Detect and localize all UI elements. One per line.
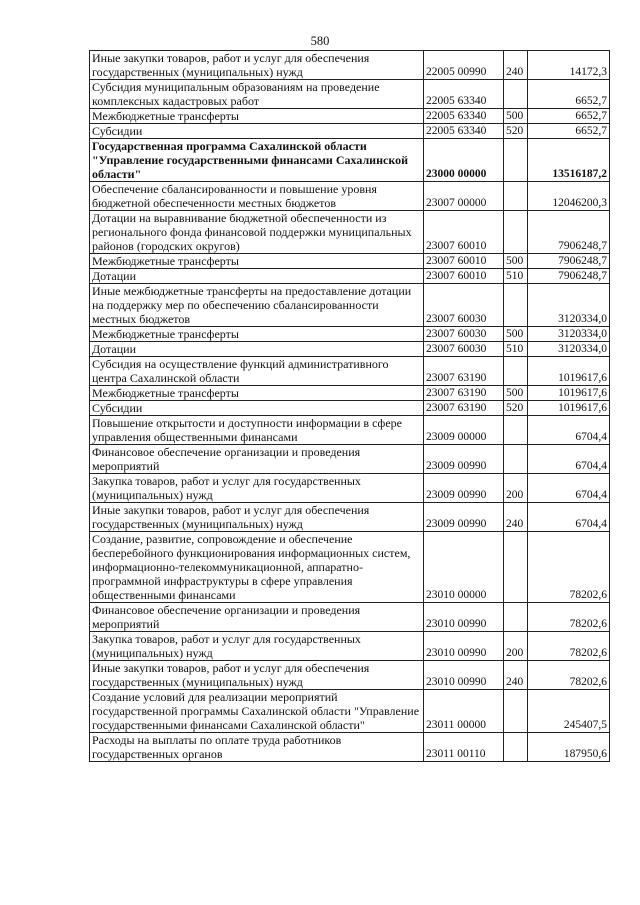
row-amount-cell: 6652,7 [528, 109, 610, 124]
row-code-cell: 23007 60030 [424, 342, 504, 357]
row-expense-type-cell: 520 [504, 124, 528, 139]
row-name-cell: Иные закупки товаров, работ и услуг для обеспечения государственных (муниципальных) нужд [90, 661, 424, 690]
row-code-cell: 22005 63340 [424, 80, 504, 109]
row-amount-cell: 3120334,0 [528, 327, 610, 342]
row-name-cell: Государственная программа Сахалинской области "Управление государственными финансами Сахалинской области" [90, 139, 424, 182]
row-code-cell: 23007 63190 [424, 401, 504, 416]
row-code-cell: 23010 00000 [424, 532, 504, 603]
row-expense-type-cell: 500 [504, 327, 528, 342]
row-expense-type-cell: 200 [504, 474, 528, 503]
row-name-cell: Дотации на выравнивание бюджетной обеспеченности из регионального фонда финансовой поддержки муниципальных районов (городских округов) [90, 211, 424, 254]
row-amount-cell: 78202,6 [528, 603, 610, 632]
row-name-cell: Дотации [90, 269, 424, 284]
row-name-cell: Финансовое обеспечение организации и проведения мероприятий [90, 445, 424, 474]
row-amount-cell: 6652,7 [528, 80, 610, 109]
row-name-cell: Закупка товаров, работ и услуг для государственных (муниципальных) нужд [90, 632, 424, 661]
row-amount-cell: 7906248,7 [528, 211, 610, 254]
row-expense-type-cell [504, 733, 528, 762]
table-row [90, 109, 610, 124]
row-name-cell: Субсидии [90, 124, 424, 139]
row-code-cell: 23009 00000 [424, 416, 504, 445]
row-code-cell: 23009 00990 [424, 503, 504, 532]
row-amount-cell: 6652,7 [528, 124, 610, 139]
table-row [90, 124, 610, 139]
row-amount-cell: 6704,4 [528, 474, 610, 503]
row-expense-type-cell: 240 [504, 51, 528, 80]
table-row [90, 327, 610, 342]
table-row [90, 733, 610, 762]
row-amount-cell: 1019617,6 [528, 386, 610, 401]
table-row [90, 690, 610, 733]
row-code-cell: 23007 60010 [424, 269, 504, 284]
row-amount-cell: 1019617,6 [528, 357, 610, 386]
row-expense-type-cell [504, 211, 528, 254]
row-name-cell: Обеспечение сбалансированности и повышение уровня бюджетной обеспеченности местных бюджетов [90, 182, 424, 211]
table-row [90, 357, 610, 386]
row-expense-type-cell: 500 [504, 386, 528, 401]
table-row [90, 445, 610, 474]
row-code-cell: 23007 60030 [424, 327, 504, 342]
row-code-cell: 23007 63190 [424, 386, 504, 401]
budget-table [89, 50, 610, 762]
table-row [90, 269, 610, 284]
table-row [90, 139, 610, 182]
table-row [90, 632, 610, 661]
row-expense-type-cell: 510 [504, 269, 528, 284]
row-amount-cell: 187950,6 [528, 733, 610, 762]
budget-table-body [90, 51, 610, 762]
row-code-cell: 23007 60010 [424, 211, 504, 254]
row-name-cell: Дотации [90, 342, 424, 357]
table-row [90, 80, 610, 109]
table-row [90, 51, 610, 80]
row-expense-type-cell [504, 357, 528, 386]
row-code-cell: 23007 60030 [424, 284, 504, 327]
row-name-cell: Субсидия на осуществление функций административного центра Сахалинской области [90, 357, 424, 386]
table-row [90, 401, 610, 416]
row-expense-type-cell [504, 690, 528, 733]
row-expense-type-cell: 500 [504, 254, 528, 269]
table-row [90, 416, 610, 445]
row-name-cell: Иные закупки товаров, работ и услуг для обеспечения государственных (муниципальных) нужд [90, 51, 424, 80]
row-expense-type-cell [504, 445, 528, 474]
row-expense-type-cell: 240 [504, 661, 528, 690]
row-expense-type-cell [504, 80, 528, 109]
row-code-cell: 23010 00990 [424, 661, 504, 690]
table-row [90, 661, 610, 690]
row-expense-type-cell [504, 139, 528, 182]
row-amount-cell: 6704,4 [528, 503, 610, 532]
row-amount-cell: 78202,6 [528, 532, 610, 603]
row-amount-cell: 78202,6 [528, 661, 610, 690]
row-amount-cell: 3120334,0 [528, 342, 610, 357]
row-name-cell: Создание, развитие, сопровождение и обеспечение бесперебойного функционирования информационных систем, информационно-телекоммуникационной, аппаратно-программной инфраструктуры в сфере управления общественными финансами [90, 532, 424, 603]
row-code-cell: 22005 63340 [424, 124, 504, 139]
row-name-cell: Межбюджетные трансферты [90, 109, 424, 124]
row-amount-cell: 1019617,6 [528, 401, 610, 416]
row-name-cell: Межбюджетные трансферты [90, 386, 424, 401]
row-name-cell: Субсидии [90, 401, 424, 416]
table-row [90, 284, 610, 327]
row-amount-cell: 14172,3 [528, 51, 610, 80]
row-expense-type-cell: 510 [504, 342, 528, 357]
row-amount-cell: 78202,6 [528, 632, 610, 661]
row-code-cell: 23010 00990 [424, 603, 504, 632]
table-row [90, 532, 610, 603]
row-code-cell: 22005 00990 [424, 51, 504, 80]
row-name-cell: Иные межбюджетные трансферты на предоставление дотации на поддержку мер по обеспечению сбалансированности местных бюджетов [90, 284, 424, 327]
row-code-cell: 23007 63190 [424, 357, 504, 386]
table-row [90, 503, 610, 532]
row-expense-type-cell [504, 182, 528, 211]
table-row [90, 342, 610, 357]
row-amount-cell: 13516187,2 [528, 139, 610, 182]
row-expense-type-cell: 520 [504, 401, 528, 416]
row-amount-cell: 12046200,3 [528, 182, 610, 211]
row-name-cell: Иные закупки товаров, работ и услуг для обеспечения государственных (муниципальных) нужд [90, 503, 424, 532]
row-code-cell: 23009 00990 [424, 445, 504, 474]
row-expense-type-cell: 240 [504, 503, 528, 532]
page-number: 580 [310, 34, 330, 48]
row-expense-type-cell: 500 [504, 109, 528, 124]
row-code-cell: 23010 00990 [424, 632, 504, 661]
row-amount-cell: 3120334,0 [528, 284, 610, 327]
row-code-cell: 22005 63340 [424, 109, 504, 124]
row-code-cell: 23000 00000 [424, 139, 504, 182]
table-row [90, 182, 610, 211]
row-name-cell: Финансовое обеспечение организации и проведения мероприятий [90, 603, 424, 632]
row-expense-type-cell [504, 284, 528, 327]
row-amount-cell: 6704,4 [528, 445, 610, 474]
row-amount-cell: 6704,4 [528, 416, 610, 445]
row-code-cell: 23009 00990 [424, 474, 504, 503]
table-row [90, 386, 610, 401]
row-name-cell: Субсидия муниципальным образованиям на проведение комплексных кадастровых работ [90, 80, 424, 109]
row-expense-type-cell [504, 532, 528, 603]
row-name-cell: Межбюджетные трансферты [90, 254, 424, 269]
row-name-cell: Создание условий для реализации мероприятий государственной программы Сахалинской области "Управление государственными финансами Сахалинской области" [90, 690, 424, 733]
row-name-cell: Повышение открытости и доступности информации в сфере управления общественными финансами [90, 416, 424, 445]
row-code-cell: 23011 00110 [424, 733, 504, 762]
row-expense-type-cell: 200 [504, 632, 528, 661]
table-row [90, 603, 610, 632]
row-amount-cell: 7906248,7 [528, 269, 610, 284]
row-expense-type-cell [504, 416, 528, 445]
row-amount-cell: 245407,5 [528, 690, 610, 733]
row-name-cell: Закупка товаров, работ и услуг для государственных (муниципальных) нужд [90, 474, 424, 503]
table-row [90, 474, 610, 503]
table-row [90, 254, 610, 269]
row-code-cell: 23007 60010 [424, 254, 504, 269]
row-code-cell: 23011 00000 [424, 690, 504, 733]
row-expense-type-cell [504, 603, 528, 632]
row-amount-cell: 7906248,7 [528, 254, 610, 269]
table-row [90, 211, 610, 254]
row-name-cell: Межбюджетные трансферты [90, 327, 424, 342]
row-name-cell: Расходы на выплаты по оплате труда работников государственных органов [90, 733, 424, 762]
row-code-cell: 23007 00000 [424, 182, 504, 211]
